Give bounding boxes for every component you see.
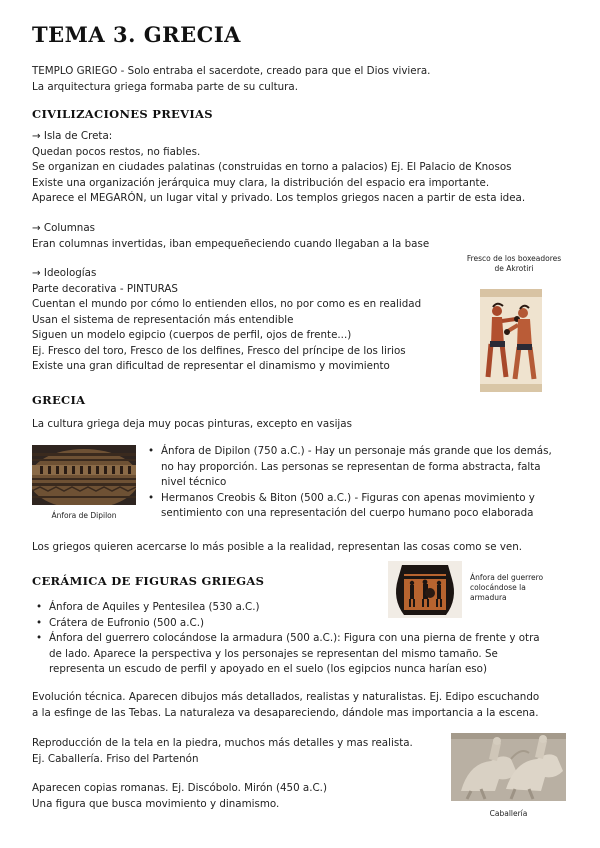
list-item: • Ánfora del guerrero colocándose la armadura (500 a.C.): Figura con una pierna de frente y otra de lado. Aparece la perspectiva y los personajes se representan del mismo tamaño. Se representa un escudo de perfil y apoyado en el suelo (los egipcios nunca harían eso) [36,631,540,678]
warrior-caption: Ánfora del guerrero colocándose la armadura [470,573,544,602]
columnas-line: Eran columnas invertidas, iban empequeñeciendo cuando llegaban a la base [32,237,430,250]
ideologias-line: Existe una gran dificultad de representar el dinamismo y movimiento [32,360,390,372]
parthenon-frieze-image [451,733,566,801]
list-item: • Ánfora de Dipilon (750 a.C.) - Hay un personaje más grande que los demás, no hay proporción. Las personas se representan de forma abstracta, falta nivel técnico [148,444,552,491]
list-item: • Crátera de Eufronio (500 a.C.) [36,616,540,632]
copies-text: Aparecen copias romanas. Ej. Discóbolo. Mirón (450 a.C.) Una figura que busca movimiento y dinamismo. [32,782,327,810]
fresco-caption: Fresco de los boxeadores de Akrotiri [466,254,562,273]
section-heading-civilizaciones: CIVILIZACIONES PREVIAS [32,107,213,121]
grecia-closing: Los griegos quieren acercarse lo más posible a la realidad, representan las cosas como se ven. [32,541,523,553]
intro-text [32,64,430,95]
grecia-intro: La cultura griega deja muy pocas pinturas, excepto en vasijas [32,418,352,430]
section-heading-grecia: GRECIA [32,393,86,407]
creta-label: → Isla de Creta: [32,130,113,142]
ideologias-line: Ej. Fresco del toro, Fresco de los delfines, Fresco del príncipe de los lirios [32,344,406,357]
creta-line: Existe una organización jerárquica muy clara, la distribución del espacio era importante. [32,176,490,189]
page-title: TEMA 3. GRECIA [32,22,241,47]
ceramica-bullet-list [36,600,540,678]
ideologias-block [32,266,421,375]
evolution-text: Evolución técnica. Aparecen dibujos más detallados, realistas y naturalistas. Ej. Edipo escuchando a la esfinge de las Tebas. La naturaleza va desapareciendo, dándole mas importancia a la escena. [32,691,540,719]
dipilon-amphora-image [32,445,136,505]
ideologias-label: → Ideologías [32,267,97,279]
frieze-caption: Caballería [489,809,528,818]
intro-line: La arquitectura griega formaba parte de su cultura. [32,80,298,93]
creta-block [32,129,525,207]
columnas-block [32,221,429,252]
fresco-boxers-image [480,289,542,392]
ideologias-line: Siguen un modelo egipcio (cuerpos de perfil, ojos de frente...) [32,329,352,341]
grecia-bullet-list [148,444,552,522]
reproduction-text: Reproducción de la tela en la piedra, muchos más detalles y mas realista. Ej. Caballería. Friso del Partenón [32,737,413,765]
list-item: • Ánfora de Aquiles y Pentesilea (530 a.C.) [36,600,540,616]
list-item: • Hermanos Creobis & Biton (500 a.C.) - Figuras con apenas movimiento y sentimiento con una representación del cuerpo humano poco elaborada [148,491,552,522]
ideologias-line: Usan el sistema de representación más entendible [32,313,294,326]
creta-line: Se organizan en ciudades palatinas (construidas en torno a palacios) Ej. El Palacio de Knosos [32,161,512,173]
creta-line: Aparece el MEGARÓN, un lugar vital y privado. Los templos griegos nacen a partir de esta idea. [32,192,526,204]
ideologias-line: Cuentan el mundo por cómo lo entienden ellos, no por como es en realidad [32,298,422,310]
amphora-caption: Ánfora de Dipilon [51,511,117,520]
creta-line: Quedan pocos restos, no fiables. [32,145,201,158]
section-heading-ceramica: CERÁMICA DE FIGURAS GRIEGAS [32,574,265,588]
intro-line: TEMPLO GRIEGO - Solo entraba el sacerdote, creado para que el Dios viviera. [32,65,431,77]
columnas-label: → Columnas [32,222,96,234]
ideologias-line: Parte decorativa - PINTURAS [32,282,178,295]
